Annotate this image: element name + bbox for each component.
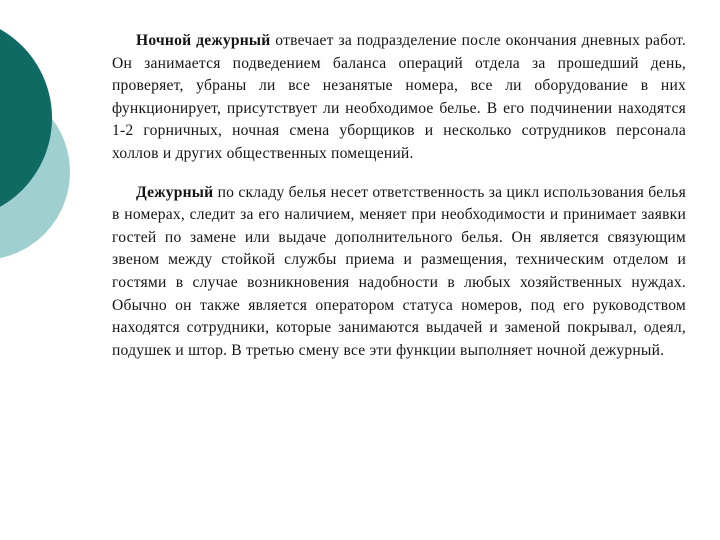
paragraph-night-duty [112,30,686,166]
paragraph-linen-duty [112,182,686,363]
paragraph-lead: Ночной дежурный [136,32,271,49]
document-text [112,30,686,362]
paragraph-body: по складу белья несет ответственность за цикл использования белья в номерах, следит за его наличием, меняет при необходимости и принимает заявки гостей по замене или выдаче дополнительного белья. Он является связующим звеном между стойкой службы приема и размещения, техническим отделом и гостями в случае возникновения надобности в любых хозяйственных нуждах. Обычно он также является оператором статуса номеров, под его руководством находятся сотрудники, которые занимаются выдачей и заменой покрывал, одеял, подушек и штор. В третью смену все эти функции выполняет ночной дежурный. [112,183,686,359]
paragraph-lead: Дежурный [136,183,214,201]
teal-circles-decoration [0,0,120,300]
paragraph-body: отвечает за подразделение после окончания дневных работ. Он занимается подведением баланса операций отдела за прошедший день, проверяет, убраны ли все незанятые номера, все ли оборудование в них функционирует, присутствует ли необходимое белье. В его подчинении находятся 1-2 горничных, ночная смена уборщиков и несколько сотрудников персонала холлов и других общественных помещений. [112,32,687,162]
